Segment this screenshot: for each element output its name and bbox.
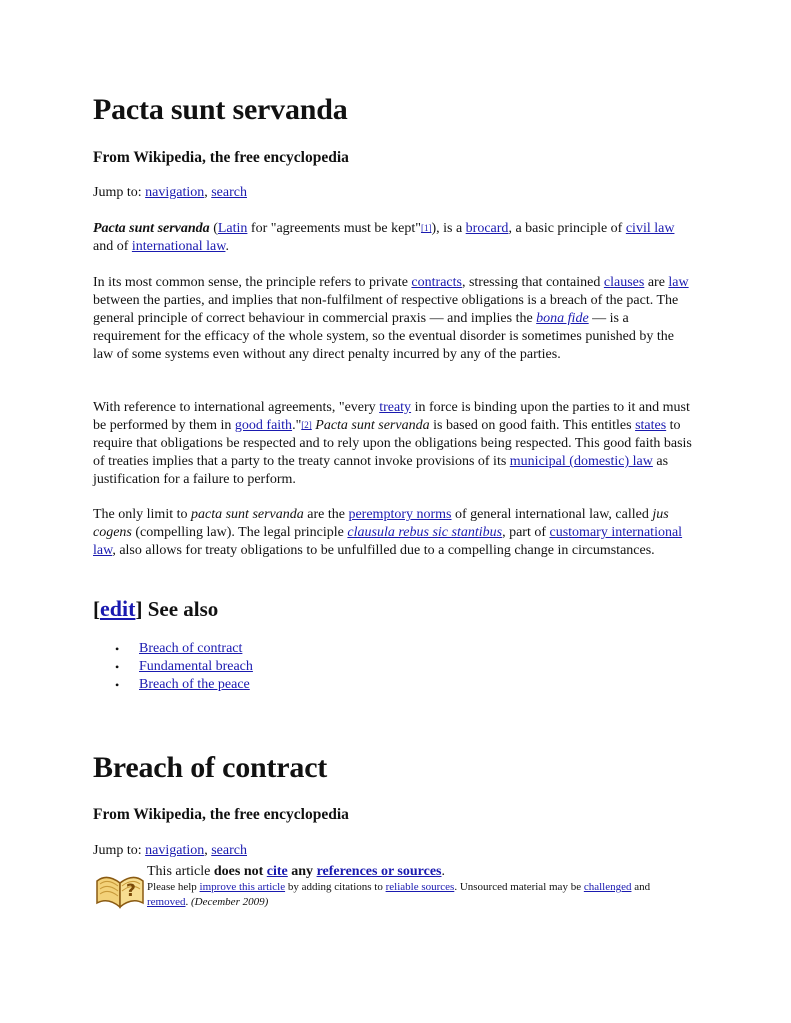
reliable-sources-link[interactable]: reliable sources: [385, 881, 455, 893]
list-item: [93, 676, 253, 694]
article-title: Pacta sunt servanda: [93, 93, 348, 126]
text: between the parties, and implies that non-fulfilment of respective obligations is a breach of the pact. The general principle of correct behaviour in commercial praxis — and implies the: [93, 293, 679, 326]
text: of general international law, called: [451, 507, 653, 522]
list-item: [93, 640, 253, 658]
navigation-link[interactable]: navigation: [145, 185, 205, 200]
list-item: [93, 658, 253, 676]
see-also-list: [93, 640, 253, 694]
states-link[interactable]: states: [635, 418, 667, 433]
text: .": [292, 418, 302, 433]
text: .: [185, 896, 191, 908]
navigation-link[interactable]: navigation: [145, 843, 205, 858]
fundamental-breach-link[interactable]: Fundamental breach: [139, 659, 253, 674]
text: , stressing that contained: [461, 275, 604, 290]
breach-of-contract-link[interactable]: Breach of contract: [139, 641, 243, 656]
text: and: [631, 881, 651, 893]
text: ]: [135, 597, 143, 621]
ref-2-link[interactable]: [2]: [301, 420, 312, 430]
peremptory-norms-link[interactable]: peremptory norms: [348, 507, 452, 522]
jump-prefix: Jump to:: [93, 185, 146, 200]
text: [: [93, 597, 100, 621]
latin-link[interactable]: Latin: [217, 221, 248, 236]
law-link[interactable]: law: [668, 275, 689, 290]
text: pacta sunt servanda: [191, 507, 304, 522]
see-also-heading: [93, 596, 218, 622]
notice-date: (December 2009): [190, 896, 269, 908]
municipal-law-link[interactable]: municipal (domestic) law: [509, 454, 653, 469]
article-title: Breach of contract: [93, 751, 328, 784]
intro-paragraph: [93, 220, 695, 256]
jump-to-links: [93, 843, 247, 859]
text: (: [209, 221, 218, 236]
cite-link[interactable]: cite: [266, 864, 288, 879]
text: In its most common sense, the principle refers to private: [93, 275, 412, 290]
only-limit-paragraph: [93, 506, 695, 560]
text: — is a requirement for the efficacy of the whole system, so the eventual disorder is sometimes punished by the law of some systems even without any direct penalty incurred by any of the parties.: [93, 311, 674, 362]
search-link[interactable]: search: [211, 843, 247, 858]
brocard-link[interactable]: brocard: [465, 221, 509, 236]
jump-separator: ,: [204, 843, 212, 858]
text: as justification for a failure to perform.: [93, 454, 669, 487]
text: . Unsourced material may be: [454, 881, 584, 893]
text: by adding citations to: [285, 881, 386, 893]
text: are the: [303, 507, 349, 522]
treaty-link[interactable]: treaty: [379, 400, 412, 415]
notice-help-line: [147, 880, 687, 910]
references-sources-link[interactable]: references or sources: [316, 864, 442, 879]
text: (compelling law). The legal principle: [131, 525, 348, 540]
civil-law-link[interactable]: civil law: [625, 221, 675, 236]
ref-1-link[interactable]: [1]: [420, 223, 432, 233]
text: jus cogens: [93, 507, 669, 540]
text: , part of: [502, 525, 550, 540]
article-subtitle: From Wikipedia, the free encyclopedia: [93, 806, 349, 823]
edit-link[interactable]: edit: [100, 596, 136, 621]
text: This article: [147, 864, 214, 879]
text: is based on good faith. This entitles: [429, 418, 636, 433]
good-faith-link[interactable]: good faith: [234, 418, 293, 433]
text: ), is a: [431, 221, 466, 236]
term-bold: Pacta sunt servanda: [93, 221, 210, 236]
svg-text:?: ?: [126, 881, 136, 901]
jump-to-links: [93, 185, 247, 201]
text: any: [287, 864, 317, 879]
notice-text: [147, 863, 687, 910]
bona-fide-link[interactable]: bona fide: [536, 311, 589, 326]
jump-prefix: Jump to:: [93, 843, 146, 858]
open-book-question-icon: [95, 869, 145, 909]
clauses-link[interactable]: clauses: [603, 275, 645, 290]
text: With reference to international agreements, "every: [93, 400, 380, 415]
clausula-link[interactable]: clausula rebus sic stantibus: [347, 525, 503, 540]
text: does not: [213, 864, 267, 879]
text: , a basic principle of: [508, 221, 626, 236]
text: , also allows for treaty obligations to be unfulfilled due to a compelling change in circumstances.: [112, 543, 655, 558]
text: Please help: [147, 881, 200, 893]
book-icon-graphic: [95, 869, 145, 909]
jump-separator: ,: [204, 185, 212, 200]
customary-law-link[interactable]: customary international law: [93, 525, 683, 558]
article-subtitle: From Wikipedia, the free encyclopedia: [93, 149, 349, 166]
contracts-link[interactable]: contracts: [411, 275, 462, 290]
international-agreements-paragraph: [93, 399, 695, 489]
text: See also: [142, 597, 219, 621]
improve-article-link[interactable]: improve this article: [199, 881, 286, 893]
notice-main-line: [147, 863, 687, 880]
search-link[interactable]: search: [211, 185, 247, 200]
text: are: [644, 275, 669, 290]
removed-link[interactable]: removed: [147, 896, 186, 908]
breach-of-the-peace-link[interactable]: Breach of the peace: [139, 677, 250, 692]
text: Pacta sunt servanda: [311, 418, 430, 433]
text: and of: [93, 239, 132, 254]
text: .: [225, 239, 229, 254]
text: for "agreements must be kept": [247, 221, 421, 236]
international-law-link[interactable]: international law: [131, 239, 226, 254]
challenged-link[interactable]: challenged: [583, 881, 632, 893]
text: The only limit to: [93, 507, 191, 522]
text: .: [441, 864, 445, 879]
text: in force is binding upon the parties to it and must be performed by them in: [93, 400, 690, 433]
common-sense-paragraph: [93, 274, 695, 364]
text: to require that obligations be respected and to rely upon the obligations being respected. This good faith basis of treaties implies that a party to the treaty cannot invoke provisions of its: [93, 418, 692, 469]
